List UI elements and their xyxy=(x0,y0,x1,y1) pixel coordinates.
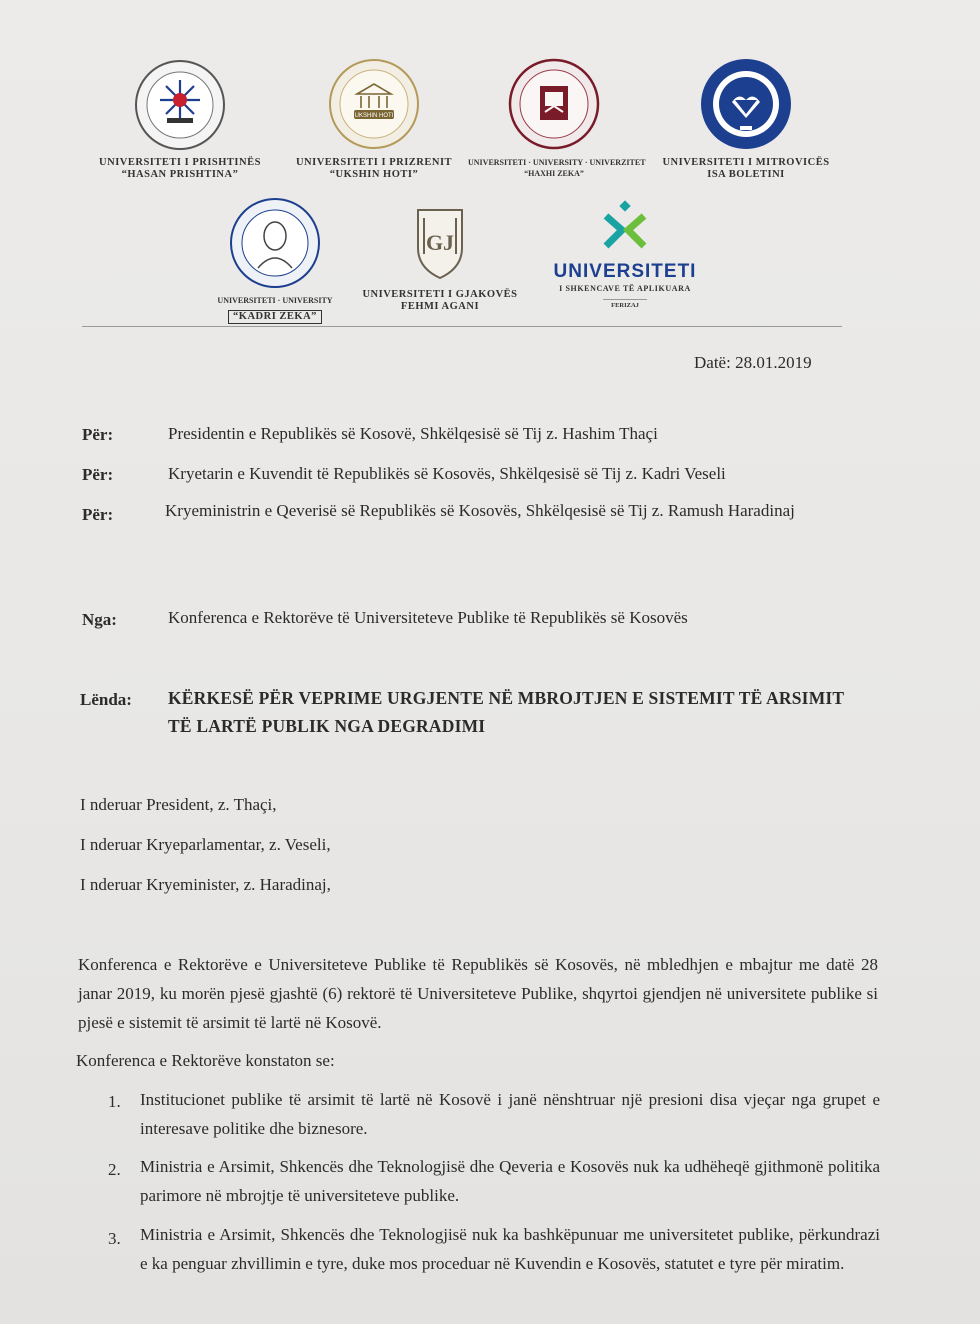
recipient-label: Për: xyxy=(82,465,114,484)
logo-caption: UNIVERSITETI I GJAKOVËS xyxy=(362,289,518,300)
list-number: 3. xyxy=(108,1229,121,1248)
logo-caption: ISA BOLETINI xyxy=(707,169,785,180)
list-intro: Konferenca e Rektorëve konstaton se: xyxy=(76,1051,335,1070)
greeting-line: I nderuar Kryeminister, z. Haradinaj, xyxy=(80,875,331,894)
subject-text: KËRKESË PËR VEPRIME URGJENTE NË MBROJTJEN E SISTEMIT TË ARSIMIT TË LARTË PUBLIK NGA DEGRADIMI xyxy=(168,688,844,736)
logo-caption-title: UNIVERSITETI xyxy=(553,261,697,282)
logo-caption: “KADRI ZEKA” xyxy=(228,310,322,324)
list-item: Ministria e Arsimit, Shkencës dhe Teknologjisë nuk ka bashkëpunuar me universitetet publike, përkundrazi e ka penguar zhvillimin e tyre, duke mos proceduar në Kuvendin e Kosovës, statutet e tyre për miratim. xyxy=(140,1225,880,1273)
list-number: 1. xyxy=(108,1092,121,1111)
logo-caption: UNIVERSITETI I PRISHTINËS xyxy=(99,157,261,168)
recipient-text: Presidentin e Republikës së Kosovë, Shkëlqesisë së Tij z. Hashim Thaçi xyxy=(168,424,658,443)
recipient-label: Për: xyxy=(82,505,114,524)
list-number: 2. xyxy=(108,1160,121,1179)
svg-text:GJ: GJ xyxy=(425,230,455,255)
recipient-text: Kryetarin e Kuvendit të Republikës së Kosovës, Shkëlqesisë së Tij z. Kadri Veseli xyxy=(168,464,726,483)
peja-seal-icon xyxy=(507,56,601,152)
prishtina-seal-icon xyxy=(133,58,227,152)
ferizaj-mark-icon xyxy=(600,200,650,256)
svg-text:UKSHIN HOTI: UKSHIN HOTI xyxy=(354,113,394,119)
letter-date: Datë: 28.01.2019 xyxy=(694,353,812,372)
header-divider xyxy=(82,326,842,327)
logo-univ-gjakova xyxy=(358,204,522,313)
logo-caption: FEHMI AGANI xyxy=(400,301,480,312)
mitrovica-seal-icon xyxy=(699,56,793,152)
prizren-seal-icon xyxy=(327,56,421,152)
logo-univ-gjilan xyxy=(212,196,338,324)
logo-caption: “HASAN PRISHTINA” xyxy=(121,169,239,180)
list-item: Institucionet publike të arsimit të lartë në Kosovë i janë nënshtruar një presioni disa vjeçar nga grupet e interesave politike dhe biznesore. xyxy=(140,1090,880,1138)
logo-caption: UNIVERSITETI · UNIVERSITY xyxy=(217,296,333,305)
body-paragraph: Konferenca e Rektorëve e Universiteteve Publike të Republikës së Kosovës, në mbledhjen e mbajtur me datë 28 janar 2019, ku morën pjesë gjashtë (6) rektorë të Universiteteve Publike, shqyrtoi gjendjen në universitete publike si pjesë e sistemit të arsimit të lartë në Kosovë. xyxy=(78,955,878,1032)
logo-caption: UNIVERSITETI I MITROVICËS xyxy=(662,157,830,168)
logo-univ-mitrovica xyxy=(648,56,844,181)
logo-univ-peja xyxy=(468,56,646,179)
list-item: Ministria e Arsimit, Shkencës dhe Teknologjisë dhe Qeveria e Kosovës nuk ka udhëheqë gjithmonë politika parimore në mbrojtje të universiteteve publike. xyxy=(140,1157,880,1205)
greeting-line: I nderuar President, z. Thaçi, xyxy=(80,795,277,814)
subject-label: Lënda: xyxy=(80,690,132,709)
recipient-text: Kryeministrin e Qeverisë së Republikës së Kosovës, Shkëlqesisë së Tij z. Ramush Haradinaj xyxy=(165,501,795,520)
logo-caption: FERIZAJ xyxy=(603,299,647,311)
recipient-label: Për: xyxy=(82,425,114,444)
gjilan-seal-icon xyxy=(226,196,324,290)
logo-univ-prishtina xyxy=(80,58,280,181)
logo-caption: I SHKENCAVE TË APLIKUARA xyxy=(559,284,691,293)
logo-caption: “HAXHI ZEKA” xyxy=(524,169,584,178)
greeting-line: I nderuar Kryeparlamentar, z. Veseli, xyxy=(80,835,331,854)
logo-caption: UNIVERSITETI · UNIVERSITY · UNIVERZITET xyxy=(468,158,646,167)
from-text: Konferenca e Rektorëve të Universiteteve Publike të Republikës së Kosovës xyxy=(168,608,688,627)
logo-univ-ferizaj xyxy=(540,200,710,312)
gjakova-crest-icon xyxy=(404,204,476,284)
logo-caption: “UKSHIN HOTI” xyxy=(329,169,419,180)
from-label: Nga: xyxy=(82,610,117,629)
logo-caption: UNIVERSITETI I PRIZRENIT xyxy=(295,157,453,168)
logo-univ-prizren xyxy=(288,56,460,181)
